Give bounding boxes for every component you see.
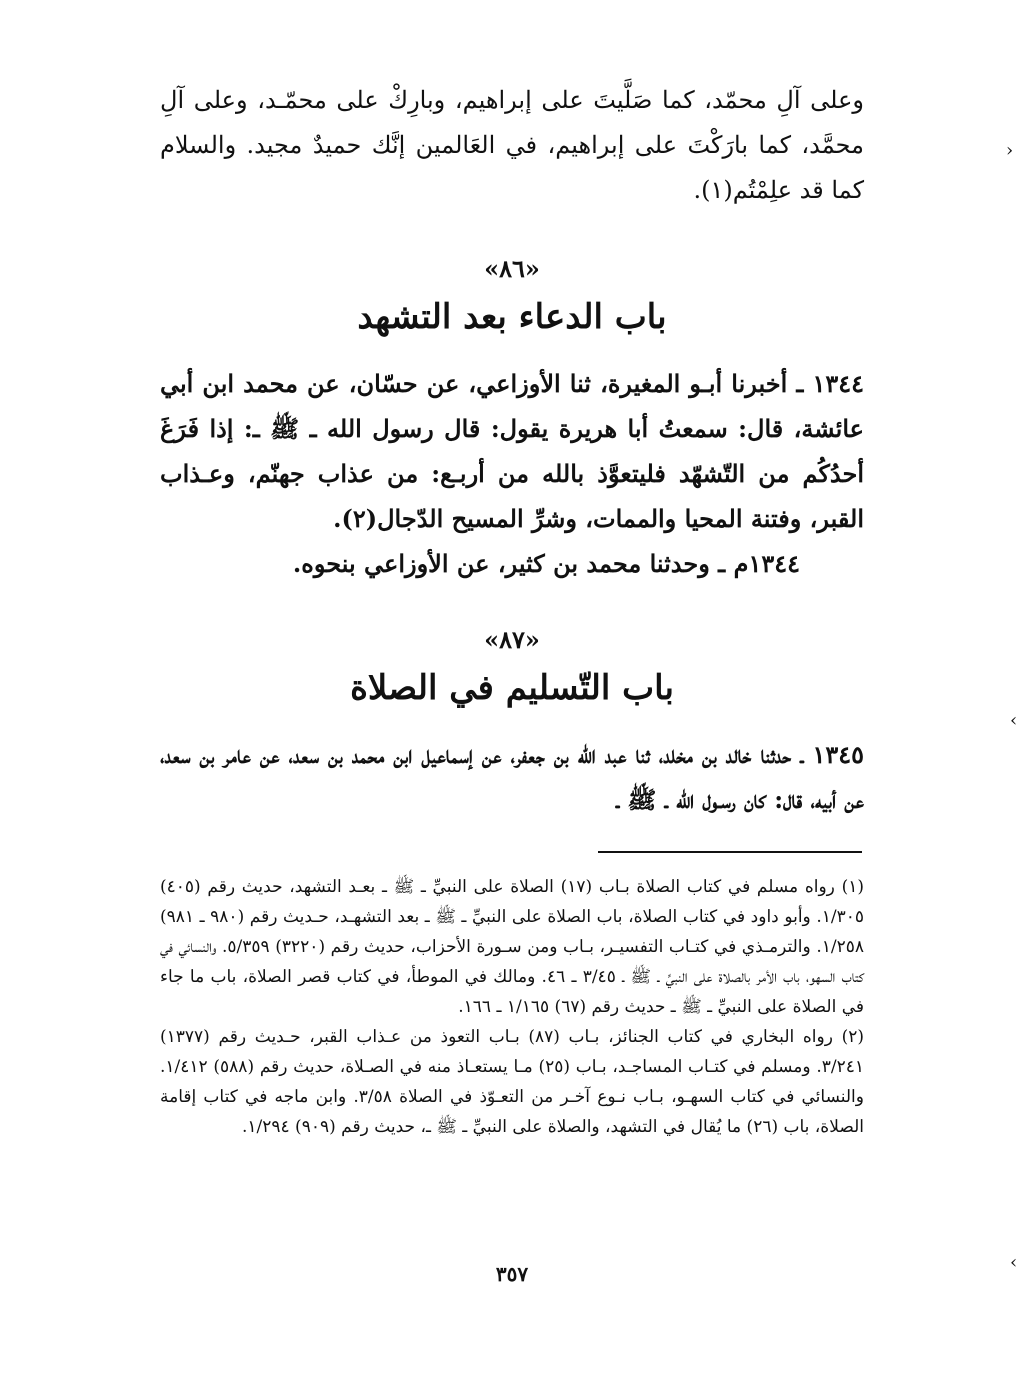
section-86-title: باب الدعاء بعد التشهد [357,297,667,337]
main-text [160,78,864,822]
spacer [160,586,864,620]
footnote-separator [598,851,862,853]
margin-mark-bottom: ‹ [1010,1252,1018,1273]
hadith-1344: ١٣٤٤ ـ أخبرنا أبـو المغيرة، ثنا الأوزاعي، عن حسّان، عن محمد ابن أبي عائشة، قال: سمعتُ أبا هريرة يقول: قال رسول الله ـ ﷺ ـ: إذا فَرَغَ أحدُكُم من التّشهّد فليتعوَّذ بالله من أربـع: من عذاب جهنّم، وعـذاب القبر، وفتنة المحيا والممات، وشرِّ المسيح الدّجال(٢). [160,369,864,533]
footnote-1: (١) رواه مسلم في كتاب الصلاة بـاب (١٧) الصلاة على النبيِّ ـ ﷺ ـ بعـد التشهد، حديث رقم (٤٠٥) ١/٣٠٥. وأبو داود في كتاب الصلاة، باب الصلاة على النبيِّ ـ ﷺ ـ بعد التشهـد، حـديث رقم (٩٨٠ ـ ٩٨١) ١/٢٥٨. والترمـذي في كتـاب التفسيـر، بـاب ومن سـورة الأحزاب، حديث رقم (٣٢٢٠) ٥/٣٥٩. والنسائي في كتاب السهو، باب الأمر بالصلاة على النبيِّ ـ ﷺ ـ ٣/٤٥ ـ ٤٦. ومالك في الموطأ، في كتاب قصر الصلاة، باب ما جاء في الصلاة على النبيِّ ـ ﷺ ـ حديث رقم (٦٧) ١/١٦٥ ـ ١٦٦. [160,877,864,1017]
intro-paragraph: وعلى آلِ محمّد، كما صَلَّيتَ على إبراهيم، وبارِكْ على محمّـد، وعلى آلِ محمَّد، كما بارَكْتَ على إبراهيم، في العَالمين إنَّك حميدٌ مجيد. والسلام كما قد علِمْتُم(١). [160,86,865,204]
spacer [160,345,864,361]
section-87-title: باب التّسليم في الصلاة [350,668,674,708]
spacer [160,213,864,249]
margin-mark-middle: ‹ [1010,710,1018,731]
hadith-1344m: ١٣٤٤م ـ وحدثنا محمد بن كثير، عن الأوزاعي بنحوه. [292,549,800,578]
section-87-number: «٨٧» [484,625,540,654]
section-86-number: «٨٦» [484,254,540,283]
footnotes [160,872,864,1142]
footnote-2: (٢) رواه البخاري في كتاب الجنائز، بـاب (٨٧) بـاب التعوذ من عـذاب القبر، حـديث رقم (١٣٧٧) ٣/٢٤١. ومسلم في كتـاب المساجـد، بـاب (٢٥) مـا يستعـاذ منه في الصـلاة، حديث رقم (٥٨٨) ١/٤١٢. والنسائي في كتاب السهـو، بـاب نـوع آخـر من التعـوّذ في الصلاة ٣/٥٨. وابن ماجه في كتاب إقامة الصلاة، باب (٢٦) ما يُقال في التشهد، والصلاة على النبيِّ ـ ﷺ ـ، حديث رقم (٩٠٩) ١/٢٩٤. [160,1027,865,1137]
hadith-1345: ١٣٤٥ ـ حدثنا خالد بن مخلد، ثنا عبد الله بن جعفر، عن إسماعيل ابن محمد بن سعد، عن عامر بن سعد، عن أبيه، قال: كان رسـول الله ـ ﷺ ـ [160,740,864,814]
spacer [160,716,864,732]
margin-mark-top: › [1006,140,1014,161]
page-number: ٣٥٧ [495,1262,529,1286]
